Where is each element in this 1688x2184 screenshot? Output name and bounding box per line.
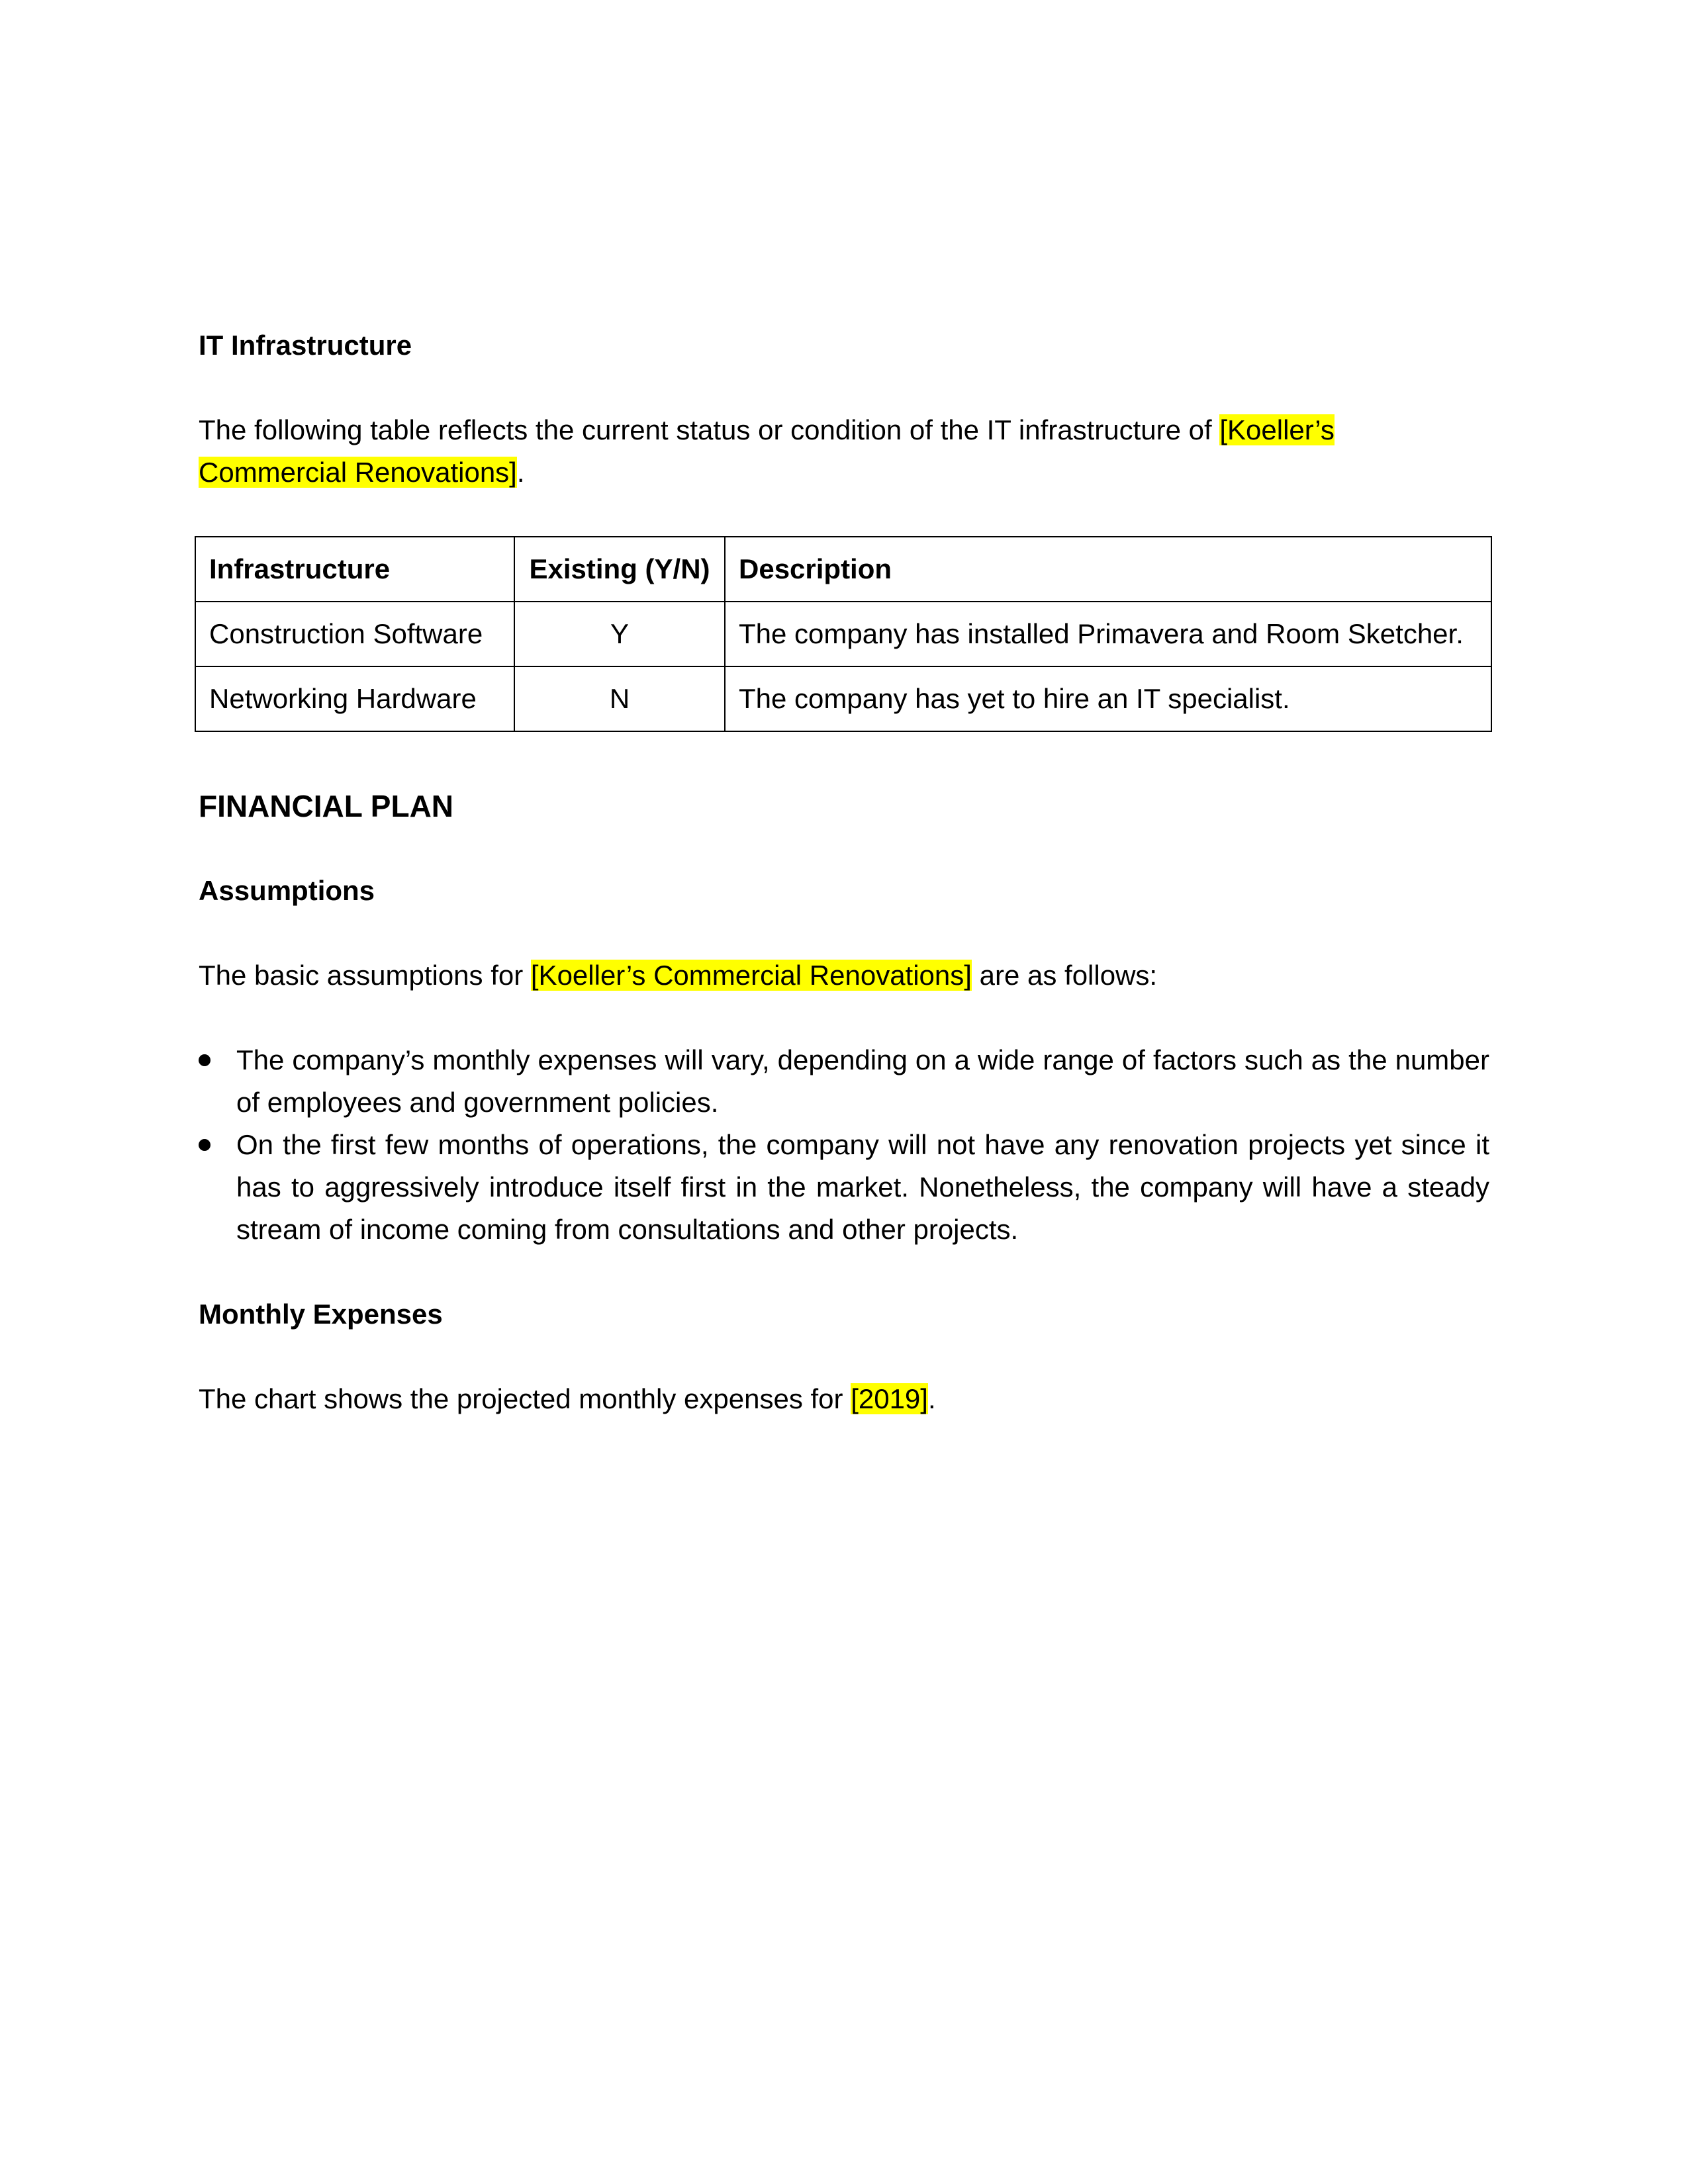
table-header-row (195, 537, 1491, 602)
bullet-icon (199, 1054, 211, 1066)
assumptions-intro-text: The basic assumptions for (199, 960, 531, 991)
cell-existing: N (514, 666, 725, 731)
it-infrastructure-table (195, 536, 1492, 732)
assumptions-heading: Assumptions (199, 875, 375, 906)
assumptions-intro (199, 954, 1489, 997)
year-highlight: [2019] (851, 1383, 928, 1414)
page-content (199, 324, 1489, 1420)
bullet-icon (199, 1139, 211, 1151)
cell-infrastructure: Construction Software (195, 602, 514, 666)
list-item (199, 1039, 1489, 1124)
it-intro-text: The following table reflects the current status or condition of the IT infrastructure of (199, 414, 1220, 445)
company-name-highlight: [Koeller’s Commercial Renovations] (199, 414, 1335, 488)
financial-plan-heading: FINANCIAL PLAN (199, 789, 454, 823)
list-item-text: The company’s monthly expenses will vary, depending on a wide range of factors such as the number of employees and government policies. (236, 1044, 1489, 1118)
monthly-expenses-paragraph (199, 1378, 1489, 1420)
monthly-expenses-text: The chart shows the projected monthly expenses for (199, 1383, 851, 1414)
cell-infrastructure: Networking Hardware (195, 666, 514, 731)
monthly-expenses-end: . (927, 1383, 936, 1414)
header-existing: Existing (Y/N) (514, 537, 725, 602)
monthly-expenses-heading: Monthly Expenses (199, 1298, 443, 1330)
cell-existing: Y (514, 602, 725, 666)
company-name-highlight: [Koeller’s Commercial Renovations] (530, 960, 972, 991)
list-item (199, 1124, 1489, 1251)
header-description: Description (725, 537, 1491, 602)
header-infrastructure: Infrastructure (195, 537, 514, 602)
table-row (195, 602, 1491, 666)
cell-description: The company has yet to hire an IT specialist. (725, 666, 1491, 731)
it-intro-end: . (516, 457, 525, 488)
table-row (195, 666, 1491, 731)
it-intro-paragraph (199, 409, 1489, 494)
cell-description: The company has installed Primavera and Room Sketcher. (725, 602, 1491, 666)
assumptions-intro-end: are as follows: (971, 960, 1158, 991)
it-infrastructure-heading: IT Infrastructure (199, 330, 412, 361)
list-item-text: On the first few months of operations, the company will not have any renovation projects yet since it has to aggressively introduce itself first in the market. Nonetheless, the company will have a steady stream of income coming from consultations and other projects. (236, 1129, 1489, 1245)
assumptions-list (199, 1039, 1489, 1251)
